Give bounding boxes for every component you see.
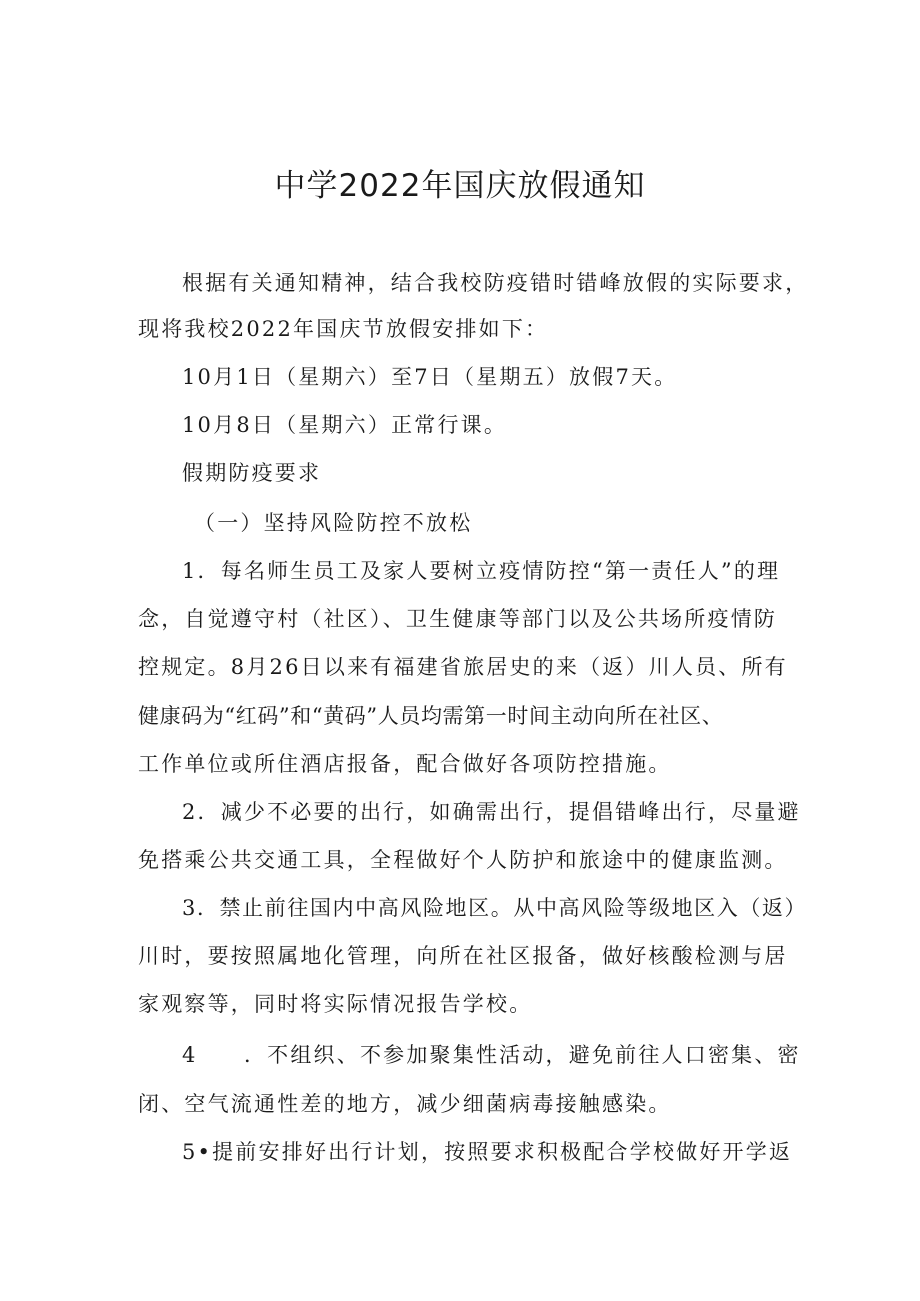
paragraph-line: 工作单位或所住酒店报备，配合做好各项防控措施。 bbox=[138, 752, 672, 776]
section-heading: 假期防疫要求 bbox=[182, 461, 322, 485]
paragraph-line: 3．禁止前往国内中高风险地区。从中高风险等级地区入（返） bbox=[182, 896, 808, 920]
paragraph-line: 闭、空气流通性差的地方，减少细菌病毒接触感染。 bbox=[138, 1092, 672, 1116]
paragraph-line: 1．每名师生员工及家人要树立疫情防控“第一责任人”的理 bbox=[182, 559, 781, 583]
paragraph-line: 免搭乘公共交通工具，全程做好个人防护和旅途中的健康监测。 bbox=[138, 848, 788, 872]
paragraph-line: 10月1日（星期六）至7日（星期五）放假7天。 bbox=[182, 365, 678, 389]
paragraph-line: 根据有关通知精神，结合我校防疫错时错峰放假的实际要求， bbox=[182, 271, 809, 295]
paragraph-line: 现将我校2022年国庆节放假安排如下： bbox=[138, 317, 549, 341]
paragraph-line: 2．减少不必要的出行，如确需出行，提倡错峰出行，尽量避 bbox=[182, 800, 801, 824]
notice-title: 中学2022年国庆放假通知 bbox=[274, 168, 646, 204]
paragraph-line: 4 ．不组织、不参加聚集性活动，避免前往人口密集、密 bbox=[182, 1043, 801, 1067]
paragraph-line: 健康码为“红码”和“黄码”人员均需第一时间主动向所在社区、 bbox=[138, 704, 724, 728]
paragraph-line: 5•提前安排好出行计划，按照要求积极配合学校做好开学返 bbox=[182, 1140, 793, 1164]
subsection-heading: （一）坚持风险防控不放松 bbox=[194, 511, 473, 535]
paragraph-line: 10月8日（星期六）正常行课。 bbox=[182, 413, 508, 437]
paragraph-line: 念，自觉遵守村（社区）、卫生健康等部门以及公共场所疫情防 bbox=[138, 607, 778, 631]
paragraph-line: 川时，要按照属地化管理，向所在社区报备，做好核酸检测与居 bbox=[138, 944, 788, 968]
paragraph-line: 家观察等，同时将实际情况报告学校。 bbox=[138, 992, 533, 1016]
paragraph-line: 控规定。8月26日以来有福建省旅居史的来（返）川人员、所有 bbox=[138, 655, 788, 679]
